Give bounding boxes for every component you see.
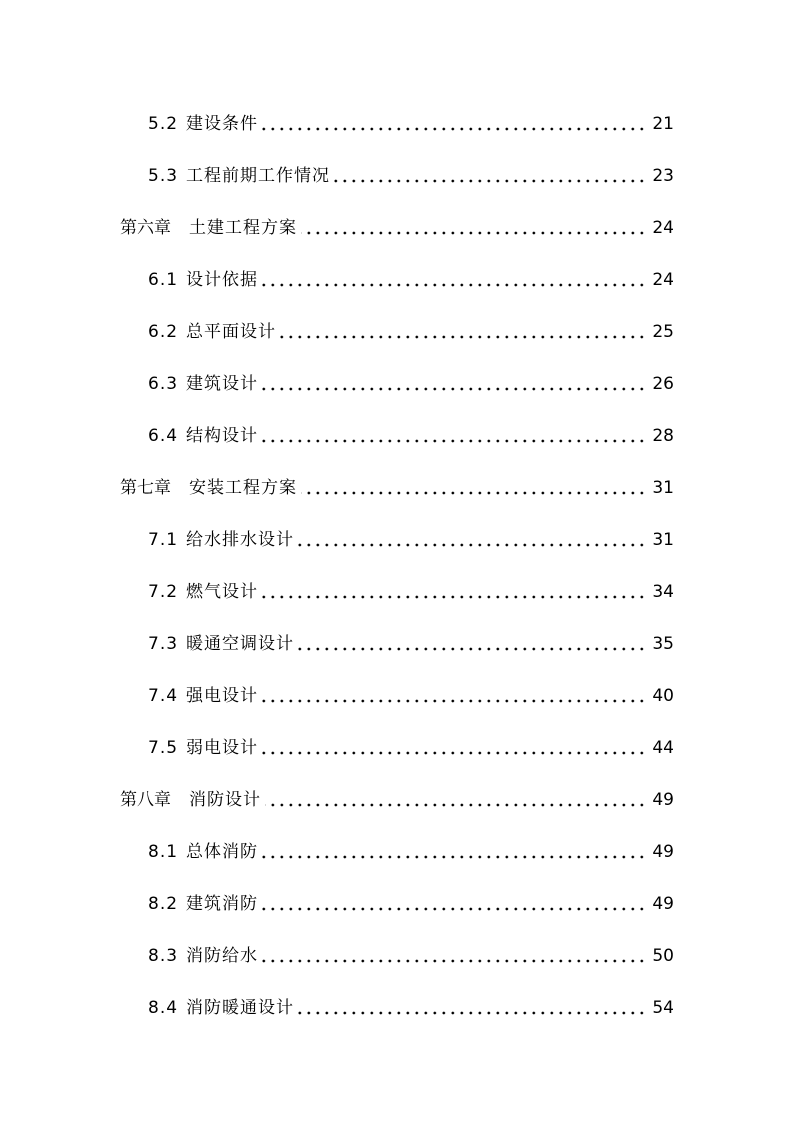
- toc-entry-5-3[interactable]: [148, 163, 674, 189]
- toc-entry-number: 7.3: [148, 634, 179, 654]
- toc-dot-leader: [262, 907, 646, 911]
- toc-entry-title: 建筑消防: [186, 894, 259, 914]
- toc-chapter-number: 第七章: [120, 478, 171, 498]
- toc-dot-leader: [262, 855, 646, 859]
- toc-entry-title: 消防暖通设计: [186, 998, 295, 1018]
- toc-entry-title: 结构设计: [186, 426, 259, 446]
- toc-entry-8-3[interactable]: [148, 943, 674, 969]
- toc-entry-title: 弱电设计: [186, 738, 259, 758]
- toc-page-number: 54: [652, 998, 674, 1018]
- toc-entry-number: 5.2: [148, 114, 179, 134]
- toc-entry-title: 建设条件: [186, 114, 259, 134]
- toc-page-number: 26: [652, 374, 674, 394]
- toc-chapter-number: 第六章: [120, 218, 171, 238]
- toc-page-number: 31: [652, 478, 674, 498]
- toc-entry-7-5[interactable]: [148, 735, 674, 761]
- toc-chapter-6[interactable]: [120, 215, 674, 241]
- toc-dot-leader: [262, 283, 646, 287]
- toc-chapter-number: 第八章: [120, 790, 171, 810]
- toc-page-number: 49: [652, 842, 674, 862]
- toc-entry-7-3[interactable]: [148, 631, 674, 657]
- toc-dot-leader: [262, 699, 646, 703]
- toc-entry-title: 工程前期工作情况: [186, 166, 331, 186]
- toc-entry-title: 暖通空调设计: [186, 634, 295, 654]
- toc-dot-leader: [262, 127, 646, 131]
- toc-entry-number: 8.3: [148, 946, 179, 966]
- toc-dot-leader: [301, 491, 646, 495]
- toc-entry-8-1[interactable]: [148, 839, 674, 865]
- toc-page-number: 50: [652, 946, 674, 966]
- toc-chapter-7[interactable]: [120, 475, 674, 501]
- toc-entry-number: 6.2: [148, 322, 179, 342]
- toc-entry-7-1[interactable]: [148, 527, 674, 553]
- toc-entry-number: 7.4: [148, 686, 179, 706]
- toc-entry-number: 5.3: [148, 166, 179, 186]
- toc-entry-number: 6.3: [148, 374, 179, 394]
- toc-page-number: 24: [652, 270, 674, 290]
- toc-page-number: 24: [652, 218, 674, 238]
- toc-entry-number: 7.2: [148, 582, 179, 602]
- toc-entry-number: 8.4: [148, 998, 179, 1018]
- toc-chapter-title: 消防设计: [189, 790, 261, 810]
- toc-entry-title: 设计依据: [186, 270, 259, 290]
- toc-dot-leader: [262, 751, 646, 755]
- toc-entry-title: 总体消防: [186, 842, 259, 862]
- toc-entry-7-4[interactable]: [148, 683, 674, 709]
- toc-dot-leader: [262, 439, 646, 443]
- toc-dot-leader: [262, 959, 646, 963]
- toc-page-number: 35: [652, 634, 674, 654]
- toc-entry-number: 7.1: [148, 530, 179, 550]
- toc-entry-6-1[interactable]: [148, 267, 674, 293]
- toc-entry-title: 给水排水设计: [186, 530, 295, 550]
- toc-entry-6-2[interactable]: [148, 319, 674, 345]
- toc-page-number: 28: [652, 426, 674, 446]
- toc-entry-6-4[interactable]: [148, 423, 674, 449]
- toc-entry-number: 6.1: [148, 270, 179, 290]
- toc-dot-leader: [334, 179, 646, 183]
- toc-entry-8-4[interactable]: [148, 995, 674, 1021]
- toc-entry-title: 强电设计: [186, 686, 259, 706]
- toc-entry-7-2[interactable]: [148, 579, 674, 605]
- toc-entry-title: 建筑设计: [186, 374, 259, 394]
- toc-page-number: 25: [652, 322, 674, 342]
- toc-dot-leader: [298, 647, 646, 651]
- toc-entry-title: 总平面设计: [186, 322, 277, 342]
- toc-dot-leader: [262, 595, 646, 599]
- toc-dot-leader: [262, 387, 646, 391]
- toc-chapter-title: 安装工程方案: [189, 478, 297, 498]
- toc-dot-leader: [298, 543, 646, 547]
- toc-page-number: 44: [652, 738, 674, 758]
- toc-entry-8-2[interactable]: [148, 891, 674, 917]
- toc-page-number: 31: [652, 530, 674, 550]
- toc-entry-number: 8.2: [148, 894, 179, 914]
- toc-dot-leader: [298, 1011, 646, 1015]
- toc-entry-number: 7.5: [148, 738, 179, 758]
- toc-entry-title: 消防给水: [186, 946, 259, 966]
- toc-page-number: 40: [652, 686, 674, 706]
- toc-page-number: 23: [652, 166, 674, 186]
- toc-chapter-8[interactable]: [120, 787, 674, 813]
- toc-dot-leader: [265, 803, 646, 807]
- toc-entry-5-2[interactable]: [148, 111, 674, 137]
- toc-dot-leader: [280, 335, 646, 339]
- toc-page-number: 49: [652, 790, 674, 810]
- toc-chapter-title: 土建工程方案: [189, 218, 297, 238]
- toc-dot-leader: [301, 231, 646, 235]
- toc-entry-6-3[interactable]: [148, 371, 674, 397]
- toc-page-number: 49: [652, 894, 674, 914]
- toc-entry-title: 燃气设计: [186, 582, 259, 602]
- toc-page-number: 21: [652, 114, 674, 134]
- toc-entry-number: 6.4: [148, 426, 179, 446]
- toc-page-number: 34: [652, 582, 674, 602]
- toc-entry-number: 8.1: [148, 842, 179, 862]
